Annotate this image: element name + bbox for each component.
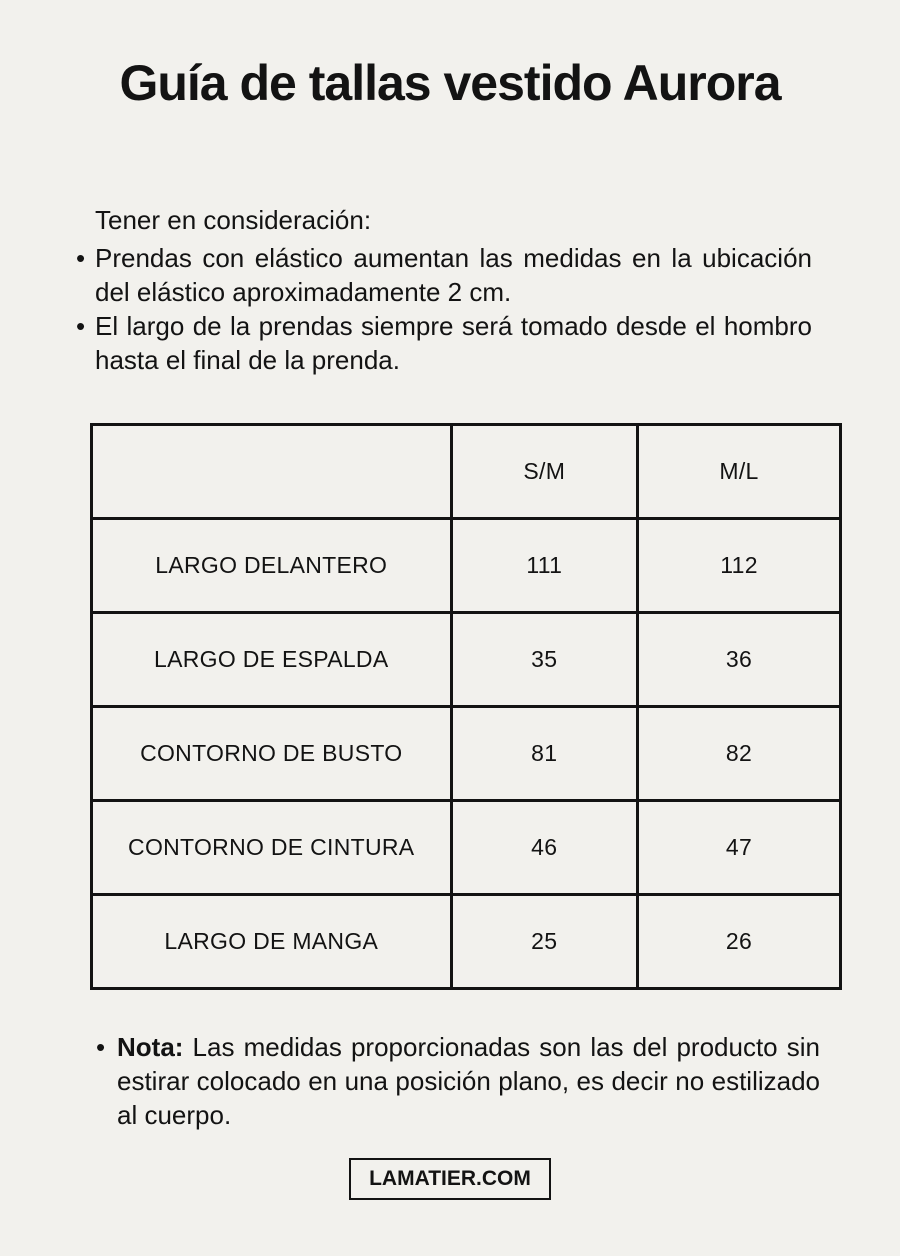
note-section — [117, 1030, 820, 1132]
size-table-corner-cell — [92, 425, 452, 519]
size-table-header-row — [92, 425, 841, 519]
table-row — [92, 519, 841, 613]
consideration-item: • Prendas con elástico aumentan las medidas en la ubicación del elástico aproximadamente 2 cm. — [95, 241, 812, 309]
cell-value: 35 — [451, 613, 638, 707]
row-label: LARGO DE ESPALDA — [92, 613, 452, 707]
cell-value: 111 — [451, 519, 638, 613]
cell-value: 25 — [451, 895, 638, 989]
cell-value: 81 — [451, 707, 638, 801]
cell-value: 82 — [638, 707, 841, 801]
cell-value: 47 — [638, 801, 841, 895]
considerations-heading: Tener en consideración: — [95, 205, 372, 235]
cell-value: 46 — [451, 801, 638, 895]
considerations-section — [95, 203, 812, 377]
table-row — [92, 613, 841, 707]
size-col-header-ml: M/L — [638, 425, 841, 519]
note-text: Las medidas proporcionadas son las del producto sin estirar colocado en una posición plano, es decir no estilizado al cuerpo. — [117, 1032, 820, 1130]
note-label: Nota: — [117, 1032, 184, 1062]
table-row — [92, 895, 841, 989]
cell-value: 36 — [638, 613, 841, 707]
row-label: CONTORNO DE BUSTO — [92, 707, 452, 801]
row-label: CONTORNO DE CINTURA — [92, 801, 452, 895]
row-label: LARGO DELANTERO — [92, 519, 452, 613]
note — [117, 1030, 820, 1132]
considerations-list — [95, 241, 812, 377]
page-title: Guía de tallas vestido Aurora — [119, 55, 781, 111]
table-row — [92, 801, 841, 895]
brand-box — [349, 1158, 551, 1200]
row-label: LARGO DE MANGA — [92, 895, 452, 989]
table-row — [92, 707, 841, 801]
size-table — [90, 423, 842, 990]
size-col-header-sm: S/M — [451, 425, 638, 519]
cell-value: 26 — [638, 895, 841, 989]
cell-value: 112 — [638, 519, 841, 613]
brand-name: LAMATIER.COM — [369, 1167, 531, 1190]
consideration-item: • El largo de la prendas siempre será tomado desde el hombro hasta el final de la prenda. — [95, 309, 812, 377]
